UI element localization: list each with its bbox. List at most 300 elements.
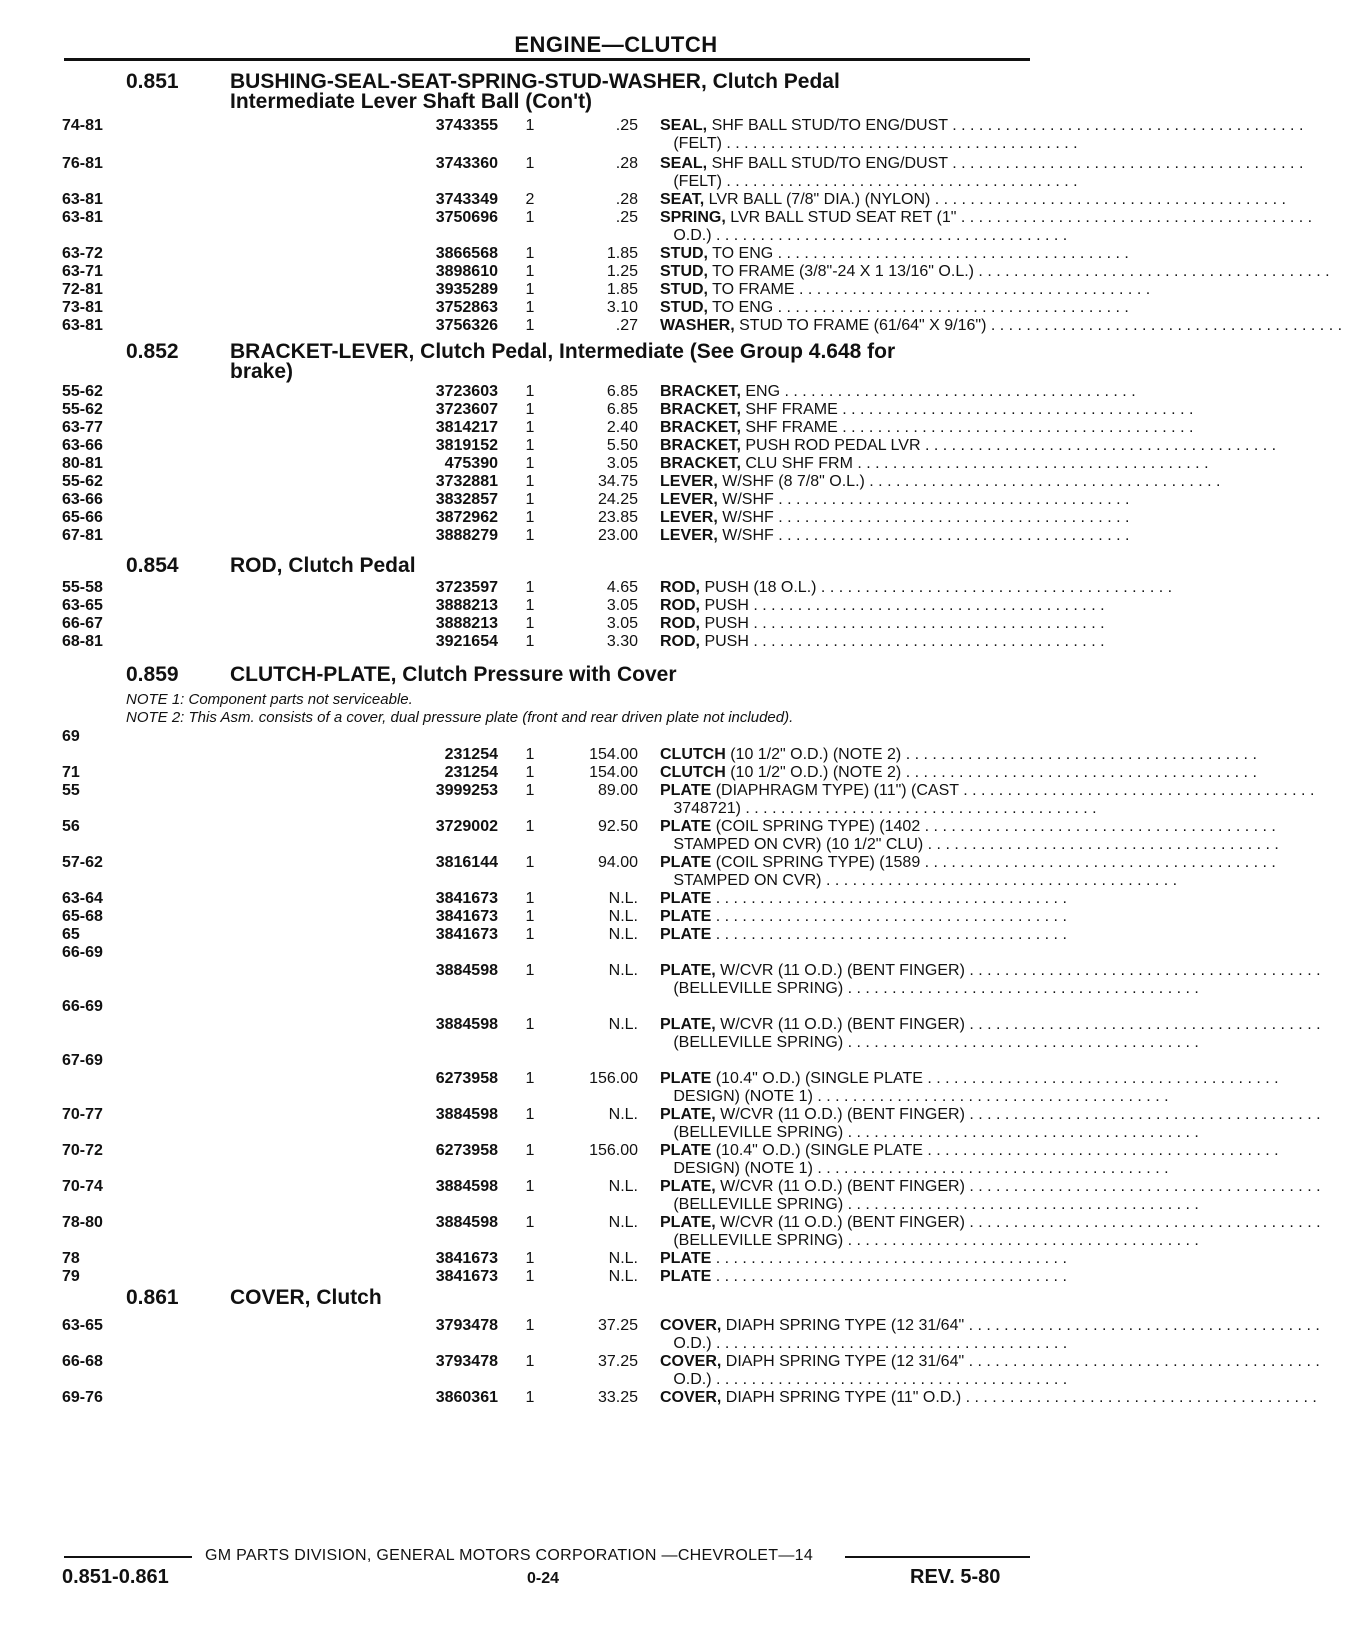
description-text: TO FRAME (3/8"-24 X 1 13/16" O.L.) . . . . . . . . . . . . . . . . . . . . . . . . . . . . . . . . . . . . . . . . <box>708 263 1335 280</box>
price: 6.85 <box>606 401 638 418</box>
description-text: (10 1/2" O.D.) (NOTE 2) . . . . . . . . . . . . . . . . . . . . . . . . . . . . . . . . . . . . . . . . <box>725 746 1262 763</box>
part-number: 3999253 <box>435 782 498 799</box>
quantity: 1 <box>525 1250 535 1267</box>
section-title-line: ROD, Clutch Pedal <box>230 554 416 577</box>
section-title-line: BRACKET-LEVER, Clutch Pedal, Intermediate (See Group 4.648 for <box>230 340 896 363</box>
description-keyword: ROD, <box>660 579 700 596</box>
part-number: 231254 <box>444 746 498 763</box>
model-years: 63-64 <box>62 890 103 907</box>
description <box>660 1159 1173 1178</box>
price: 3.10 <box>606 299 638 316</box>
description-text: (FELT) . . . . . . . . . . . . . . . . . . . . . . . . . . . . . . . . . . . . . . . . <box>660 135 1082 152</box>
model-years: 63-66 <box>62 491 103 508</box>
description-keyword: COVER, <box>660 1389 722 1406</box>
description-keyword: STUD, <box>660 263 708 280</box>
quantity: 1 <box>525 401 535 418</box>
part-number: 3793478 <box>435 1317 498 1334</box>
description <box>660 781 1319 800</box>
part-number: 3898610 <box>435 263 498 280</box>
description-keyword: PLATE, <box>660 1214 716 1231</box>
description <box>660 382 1141 401</box>
part-number: 231254 <box>444 764 498 781</box>
section-number: 0.854 <box>126 554 179 577</box>
part-number: 6273958 <box>435 1070 498 1087</box>
title-rule <box>64 58 1030 61</box>
quantity: 1 <box>525 419 535 436</box>
part-number: 3819152 <box>435 437 498 454</box>
price: 33.25 <box>597 1389 638 1406</box>
part-number: 3888213 <box>435 615 498 632</box>
section-title-line: CLUTCH-PLATE, Clutch Pressure with Cover <box>230 663 677 686</box>
part-number: 3884598 <box>435 962 498 979</box>
quantity: 1 <box>525 473 535 490</box>
part-number: 3841673 <box>435 890 498 907</box>
price: N.L. <box>608 1250 638 1267</box>
model-years: 68-81 <box>62 633 103 650</box>
description <box>660 596 1109 615</box>
description-text: PUSH . . . . . . . . . . . . . . . . . . . . . . . . . . . . . . . . . . . . . . . . <box>700 633 1109 650</box>
section-title <box>230 556 990 576</box>
price: 4.65 <box>606 579 638 596</box>
price: 94.00 <box>597 854 638 871</box>
section-number: 0.851 <box>126 70 179 93</box>
description <box>660 262 1335 281</box>
description <box>660 472 1225 491</box>
price: 156.00 <box>589 1142 638 1159</box>
price: 1.85 <box>606 245 638 262</box>
section-title-line: brake) <box>230 360 294 383</box>
quantity: 2 <box>525 191 535 208</box>
price: 156.00 <box>589 1070 638 1087</box>
description <box>660 853 1281 872</box>
description <box>660 490 1134 509</box>
section-title <box>230 1288 990 1308</box>
part-number: 3872962 <box>435 509 498 526</box>
description-keyword: PLATE, <box>660 962 716 979</box>
description-text: (COIL SPRING TYPE) (1589 . . . . . . . . . . . . . . . . . . . . . . . . . . . . . . . . . . . . . . . . <box>711 854 1281 871</box>
description <box>660 1249 1072 1268</box>
description <box>660 134 1082 153</box>
quantity: 1 <box>525 1142 535 1159</box>
price: 92.50 <box>597 818 638 835</box>
part-number: 3841673 <box>435 926 498 943</box>
quantity: 1 <box>525 615 535 632</box>
model-years: 63-72 <box>62 245 103 262</box>
model-years: 76-81 <box>62 155 103 172</box>
part-number: 3884598 <box>435 1214 498 1231</box>
description <box>660 979 1204 998</box>
description-text: PUSH (18 O.L.) . . . . . . . . . . . . . . . . . . . . . . . . . . . . . . . . . . . . . . . . <box>700 579 1177 596</box>
description-keyword: WASHER, <box>660 317 735 334</box>
quantity: 1 <box>525 437 535 454</box>
description-keyword: PLATE <box>660 1142 712 1159</box>
price: .28 <box>615 191 638 208</box>
section-title <box>230 72 990 112</box>
section-number: 0.852 <box>126 340 179 363</box>
section-title-line: COVER, Clutch <box>230 1286 382 1309</box>
description-keyword: PLATE <box>660 1268 712 1285</box>
quantity: 1 <box>525 782 535 799</box>
footer-publisher: GM PARTS DIVISION, GENERAL MOTORS CORPORATION —CHEVROLET—14 <box>205 1547 814 1564</box>
description-text: O.D.) . . . . . . . . . . . . . . . . . . . . . . . . . . . . . . . . . . . . . . . . <box>660 1335 1072 1352</box>
description-text: STAMPED ON CVR) (10 1/2" CLU) . . . . . . . . . . . . . . . . . . . . . . . . . . . . . . . . . . . . . . . . <box>660 836 1284 853</box>
description <box>660 763 1262 782</box>
model-years: 63-65 <box>62 1317 103 1334</box>
description-text: (10.4" O.D.) (SINGLE PLATE . . . . . . . . . . . . . . . . . . . . . . . . . . . . . . . . . . . . . . . . <box>711 1142 1283 1159</box>
description-text: 3748721) . . . . . . . . . . . . . . . . . . . . . . . . . . . . . . . . . . . . . . . . <box>660 800 1102 817</box>
description-text: (10 1/2" O.D.) (NOTE 2) . . . . . . . . . . . . . . . . . . . . . . . . . . . . . . . . . . . . . . . . <box>725 764 1262 781</box>
description-text: . . . . . . . . . . . . . . . . . . . . . . . . . . . . . . . . . . . . . . . . <box>711 926 1072 943</box>
description <box>660 508 1134 527</box>
description-text: TO ENG . . . . . . . . . . . . . . . . . . . . . . . . . . . . . . . . . . . . . . . . <box>708 299 1134 316</box>
part-number: 3884598 <box>435 1178 498 1195</box>
description <box>660 418 1198 437</box>
description <box>660 1334 1072 1353</box>
part-number: 3723597 <box>435 579 498 596</box>
part-number: 3841673 <box>435 908 498 925</box>
price: N.L. <box>608 926 638 943</box>
description-text: SHF FRAME . . . . . . . . . . . . . . . . . . . . . . . . . . . . . . . . . . . . . . . . <box>740 419 1198 436</box>
price: .28 <box>615 155 638 172</box>
description-keyword: LEVER, <box>660 491 718 508</box>
description-keyword: PLATE <box>660 782 712 799</box>
description-keyword: PLATE <box>660 854 712 871</box>
description-text: (BELLEVILLE SPRING) . . . . . . . . . . . . . . . . . . . . . . . . . . . . . . . . . . . . . . . . <box>660 1196 1204 1213</box>
model-years: 63-71 <box>62 263 103 280</box>
description-text: LVR BALL (7/8" DIA.) (NYLON) . . . . . . . . . . . . . . . . . . . . . . . . . . . . . . . . . . . . . . . . <box>704 191 1291 208</box>
quantity: 1 <box>525 281 535 298</box>
model-years: 70-72 <box>62 1142 103 1159</box>
price: .27 <box>615 317 638 334</box>
part-number: 3729002 <box>435 818 498 835</box>
model-years: 66-67 <box>62 615 103 632</box>
model-years: 63-81 <box>62 191 103 208</box>
model-years: 80-81 <box>62 455 103 472</box>
quantity: 1 <box>525 117 535 134</box>
part-number: 3841673 <box>435 1268 498 1285</box>
model-years: 55-62 <box>62 401 103 418</box>
description-text: (DIAPHRAGM TYPE) (11") (CAST . . . . . . . . . . . . . . . . . . . . . . . . . . . . . . . . . . . . . . . . <box>711 782 1319 799</box>
description <box>660 1105 1325 1124</box>
part-number: 3743360 <box>435 155 498 172</box>
description <box>660 1213 1325 1232</box>
description-keyword: LEVER, <box>660 527 718 544</box>
description <box>660 116 1308 135</box>
part-number: 3860361 <box>435 1389 498 1406</box>
price: N.L. <box>608 908 638 925</box>
description-keyword: PLATE, <box>660 1106 716 1123</box>
price: N.L. <box>608 890 638 907</box>
description <box>660 1352 1325 1371</box>
description-text: . . . . . . . . . . . . . . . . . . . . . . . . . . . . . . . . . . . . . . . . <box>711 1250 1072 1267</box>
description-keyword: COVER, <box>660 1317 722 1334</box>
quantity: 1 <box>525 509 535 526</box>
quantity: 1 <box>525 527 535 544</box>
description <box>660 907 1072 926</box>
description-text: TO ENG . . . . . . . . . . . . . . . . . . . . . . . . . . . . . . . . . . . . . . . . <box>708 245 1134 262</box>
quantity: 1 <box>525 926 535 943</box>
price: 6.85 <box>606 383 638 400</box>
quantity: 1 <box>525 579 535 596</box>
model-years: 65-66 <box>62 509 103 526</box>
part-number: 3743349 <box>435 191 498 208</box>
description <box>660 799 1102 818</box>
price: N.L. <box>608 1178 638 1195</box>
description-keyword: LEVER, <box>660 473 718 490</box>
description <box>660 436 1281 455</box>
quantity: 1 <box>525 383 535 400</box>
model-years: 66-69 <box>62 998 103 1015</box>
description <box>660 1015 1325 1034</box>
description <box>660 817 1281 836</box>
description-text: DIAPH SPRING TYPE (12 31/64" . . . . . . . . . . . . . . . . . . . . . . . . . . . . . . . . . . . . . . . . <box>721 1317 1325 1334</box>
quantity: 1 <box>525 818 535 835</box>
description <box>660 226 1072 245</box>
description <box>660 1388 1322 1407</box>
description-keyword: STUD, <box>660 245 708 262</box>
model-years: 78 <box>62 1250 80 1267</box>
part-number: 3866568 <box>435 245 498 262</box>
price: N.L. <box>608 1106 638 1123</box>
model-years: 57-62 <box>62 854 103 871</box>
quantity: 1 <box>525 245 535 262</box>
part-number: 3884598 <box>435 1016 498 1033</box>
quantity: 1 <box>525 1106 535 1123</box>
description <box>660 835 1284 854</box>
note-2: NOTE 2: This Asm. consists of a cover, dual pressure plate (front and rear driven plate not included). <box>126 709 794 726</box>
price: N.L. <box>608 1268 638 1285</box>
description <box>660 632 1109 651</box>
model-years: 63-81 <box>62 317 103 334</box>
quantity: 1 <box>525 746 535 763</box>
description-text: SHF FRAME . . . . . . . . . . . . . . . . . . . . . . . . . . . . . . . . . . . . . . . . <box>740 401 1198 418</box>
model-years: 69-76 <box>62 1389 103 1406</box>
description <box>660 454 1213 473</box>
description-keyword: CLUTCH <box>660 746 726 763</box>
description-text: W/CVR (11 O.D.) (BENT FINGER) . . . . . . . . . . . . . . . . . . . . . . . . . . . . . . . . . . . . . . . . <box>715 1214 1325 1231</box>
description <box>660 298 1134 317</box>
model-years: 70-74 <box>62 1178 103 1195</box>
part-number: 475390 <box>444 455 498 472</box>
description-keyword: PLATE, <box>660 1178 716 1195</box>
part-number: 3841673 <box>435 1250 498 1267</box>
section-title <box>230 342 990 382</box>
description-text: W/CVR (11 O.D.) (BENT FINGER) . . . . . . . . . . . . . . . . . . . . . . . . . . . . . . . . . . . . . . . . <box>715 1106 1325 1123</box>
quantity: 1 <box>525 155 535 172</box>
model-years: 55 <box>62 782 80 799</box>
description-text: ENG . . . . . . . . . . . . . . . . . . . . . . . . . . . . . . . . . . . . . . . . <box>740 383 1141 400</box>
part-number: 3723607 <box>435 401 498 418</box>
description <box>660 208 1317 227</box>
footer-group-range: 0.851-0.861 <box>62 1566 169 1588</box>
quantity: 1 <box>525 299 535 316</box>
description <box>660 961 1325 980</box>
description-keyword: SEAL, <box>660 155 708 172</box>
model-years: 55-62 <box>62 383 103 400</box>
model-years: 72-81 <box>62 281 103 298</box>
model-years: 55-58 <box>62 579 103 596</box>
quantity: 1 <box>525 908 535 925</box>
description-keyword: STUD, <box>660 299 708 316</box>
quantity: 1 <box>525 890 535 907</box>
part-number: 3750696 <box>435 209 498 226</box>
description-text: W/SHF . . . . . . . . . . . . . . . . . . . . . . . . . . . . . . . . . . . . . . . . <box>717 509 1134 526</box>
part-number: 3935289 <box>435 281 498 298</box>
part-number: 6273958 <box>435 1142 498 1159</box>
description <box>660 578 1177 597</box>
description-text: W/SHF (8 7/8" O.L.) . . . . . . . . . . . . . . . . . . . . . . . . . . . . . . . . . . . . . . . . <box>717 473 1225 490</box>
footer-rule-right <box>845 1556 1030 1558</box>
part-number: 3752863 <box>435 299 498 316</box>
description <box>660 172 1082 191</box>
description <box>660 889 1072 908</box>
price: 37.25 <box>597 1317 638 1334</box>
description-keyword: PLATE <box>660 1250 712 1267</box>
description-text: PUSH ROD PEDAL LVR . . . . . . . . . . . . . . . . . . . . . . . . . . . . . . . . . . . . . . . . <box>740 437 1281 454</box>
price: 24.25 <box>597 491 638 508</box>
description-text: CLU SHF FRM . . . . . . . . . . . . . . . . . . . . . . . . . . . . . . . . . . . . . . . . <box>740 455 1213 472</box>
price: 23.00 <box>597 527 638 544</box>
price: 3.05 <box>606 455 638 472</box>
description-keyword: PLATE <box>660 818 712 835</box>
description <box>660 316 1346 335</box>
description <box>660 745 1262 764</box>
description-text: SHF BALL STUD/TO ENG/DUST . . . . . . . . . . . . . . . . . . . . . . . . . . . . . . . . . . . . . . . . <box>707 155 1308 172</box>
quantity: 1 <box>525 633 535 650</box>
description-text: (BELLEVILLE SPRING) . . . . . . . . . . . . . . . . . . . . . . . . . . . . . . . . . . . . . . . . <box>660 980 1204 997</box>
quantity: 1 <box>525 209 535 226</box>
part-number: 3756326 <box>435 317 498 334</box>
model-years: 73-81 <box>62 299 103 316</box>
part-number: 3732881 <box>435 473 498 490</box>
section-title <box>230 665 990 685</box>
part-number: 3743355 <box>435 117 498 134</box>
description-text: . . . . . . . . . . . . . . . . . . . . . . . . . . . . . . . . . . . . . . . . <box>711 1268 1072 1285</box>
model-years: 55-62 <box>62 473 103 490</box>
price: 154.00 <box>589 764 638 781</box>
description <box>660 1177 1325 1196</box>
quantity: 1 <box>525 491 535 508</box>
part-number: 3888213 <box>435 597 498 614</box>
description-text: (BELLEVILLE SPRING) . . . . . . . . . . . . . . . . . . . . . . . . . . . . . . . . . . . . . . . . <box>660 1232 1204 1249</box>
description-keyword: LEVER, <box>660 509 718 526</box>
model-years: 56 <box>62 818 80 835</box>
price: 1.25 <box>606 263 638 280</box>
description-keyword: BRACKET, <box>660 455 741 472</box>
model-years: 69 <box>62 728 80 745</box>
quantity: 1 <box>525 1214 535 1231</box>
quantity: 1 <box>525 317 535 334</box>
model-years: 70-77 <box>62 1106 103 1123</box>
quantity: 1 <box>525 1389 535 1406</box>
description <box>660 1195 1204 1214</box>
description-text: DIAPH SPRING TYPE (11" O.D.) . . . . . . . . . . . . . . . . . . . . . . . . . . . . . . . . . . . . . . . . <box>721 1389 1322 1406</box>
price: 3.05 <box>606 597 638 614</box>
quantity: 1 <box>525 1070 535 1087</box>
description <box>660 154 1308 173</box>
price: 3.05 <box>606 615 638 632</box>
model-years: 63-77 <box>62 419 103 436</box>
description-text: STUD TO FRAME (61/64" X 9/16") . . . . . . . . . . . . . . . . . . . . . . . . . . . . . . . . . . . . . . . . <box>734 317 1346 334</box>
part-number: 3816144 <box>435 854 498 871</box>
price: 3.30 <box>606 633 638 650</box>
description <box>660 1267 1072 1286</box>
description <box>660 925 1072 944</box>
price: 89.00 <box>597 782 638 799</box>
model-years: 67-69 <box>62 1052 103 1069</box>
model-years: 63-66 <box>62 437 103 454</box>
description-text: (BELLEVILLE SPRING) . . . . . . . . . . . . . . . . . . . . . . . . . . . . . . . . . . . . . . . . <box>660 1034 1204 1051</box>
description-text: DESIGN) (NOTE 1) . . . . . . . . . . . . . . . . . . . . . . . . . . . . . . . . . . . . . . . . <box>660 1088 1173 1105</box>
model-years: 71 <box>62 764 80 781</box>
description <box>660 1033 1204 1052</box>
description-text: LVR BALL STUD SEAT RET (1" . . . . . . . . . . . . . . . . . . . . . . . . . . . . . . . . . . . . . . . . <box>725 209 1317 226</box>
description <box>660 1087 1173 1106</box>
quantity: 1 <box>525 1317 535 1334</box>
description <box>660 1141 1283 1160</box>
model-years: 63-81 <box>62 209 103 226</box>
description-keyword: ROD, <box>660 597 700 614</box>
description-keyword: BRACKET, <box>660 401 741 418</box>
quantity: 1 <box>525 597 535 614</box>
price: 34.75 <box>597 473 638 490</box>
description <box>660 190 1291 209</box>
description-keyword: COVER, <box>660 1353 722 1370</box>
price: 2.40 <box>606 419 638 436</box>
page-title: ENGINE—CLUTCH <box>514 32 718 57</box>
description-keyword: SPRING, <box>660 209 726 226</box>
section-number: 0.859 <box>126 663 179 686</box>
description-text: . . . . . . . . . . . . . . . . . . . . . . . . . . . . . . . . . . . . . . . . <box>711 890 1072 907</box>
price: N.L. <box>608 1016 638 1033</box>
description <box>660 871 1182 890</box>
description-text: . . . . . . . . . . . . . . . . . . . . . . . . . . . . . . . . . . . . . . . . <box>711 908 1072 925</box>
part-number: 3814217 <box>435 419 498 436</box>
description-text: (FELT) . . . . . . . . . . . . . . . . . . . . . . . . . . . . . . . . . . . . . . . . <box>660 173 1082 190</box>
description-keyword: ROD, <box>660 633 700 650</box>
description-text: (COIL SPRING TYPE) (1402 . . . . . . . . . . . . . . . . . . . . . . . . . . . . . . . . . . . . . . . . <box>711 818 1281 835</box>
description-keyword: STUD, <box>660 281 708 298</box>
price: N.L. <box>608 962 638 979</box>
description-text: (BELLEVILLE SPRING) . . . . . . . . . . . . . . . . . . . . . . . . . . . . . . . . . . . . . . . . <box>660 1124 1204 1141</box>
price: .25 <box>615 209 638 226</box>
model-years: 66-68 <box>62 1353 103 1370</box>
part-number: 3793478 <box>435 1353 498 1370</box>
part-number: 3884598 <box>435 1106 498 1123</box>
description-keyword: BRACKET, <box>660 383 741 400</box>
description-keyword: PLATE, <box>660 1016 716 1033</box>
price: N.L. <box>608 1214 638 1231</box>
quantity: 1 <box>525 1178 535 1195</box>
model-years: 74-81 <box>62 117 103 134</box>
price: 1.85 <box>606 281 638 298</box>
model-years: 66-69 <box>62 944 103 961</box>
description-text: W/SHF . . . . . . . . . . . . . . . . . . . . . . . . . . . . . . . . . . . . . . . . <box>717 527 1134 544</box>
price: 5.50 <box>606 437 638 454</box>
part-number: 3832857 <box>435 491 498 508</box>
price: 37.25 <box>597 1353 638 1370</box>
description <box>660 1069 1283 1088</box>
quantity: 1 <box>525 263 535 280</box>
description-text: TO FRAME . . . . . . . . . . . . . . . . . . . . . . . . . . . . . . . . . . . . . . . . <box>708 281 1155 298</box>
model-years: 79 <box>62 1268 80 1285</box>
quantity: 1 <box>525 962 535 979</box>
description <box>660 280 1155 299</box>
description-text: W/CVR (11 O.D.) (BENT FINGER) . . . . . . . . . . . . . . . . . . . . . . . . . . . . . . . . . . . . . . . . <box>715 962 1325 979</box>
price: 154.00 <box>589 746 638 763</box>
model-years: 78-80 <box>62 1214 103 1231</box>
description-text: STAMPED ON CVR) . . . . . . . . . . . . . . . . . . . . . . . . . . . . . . . . . . . . . . . . <box>660 872 1182 889</box>
